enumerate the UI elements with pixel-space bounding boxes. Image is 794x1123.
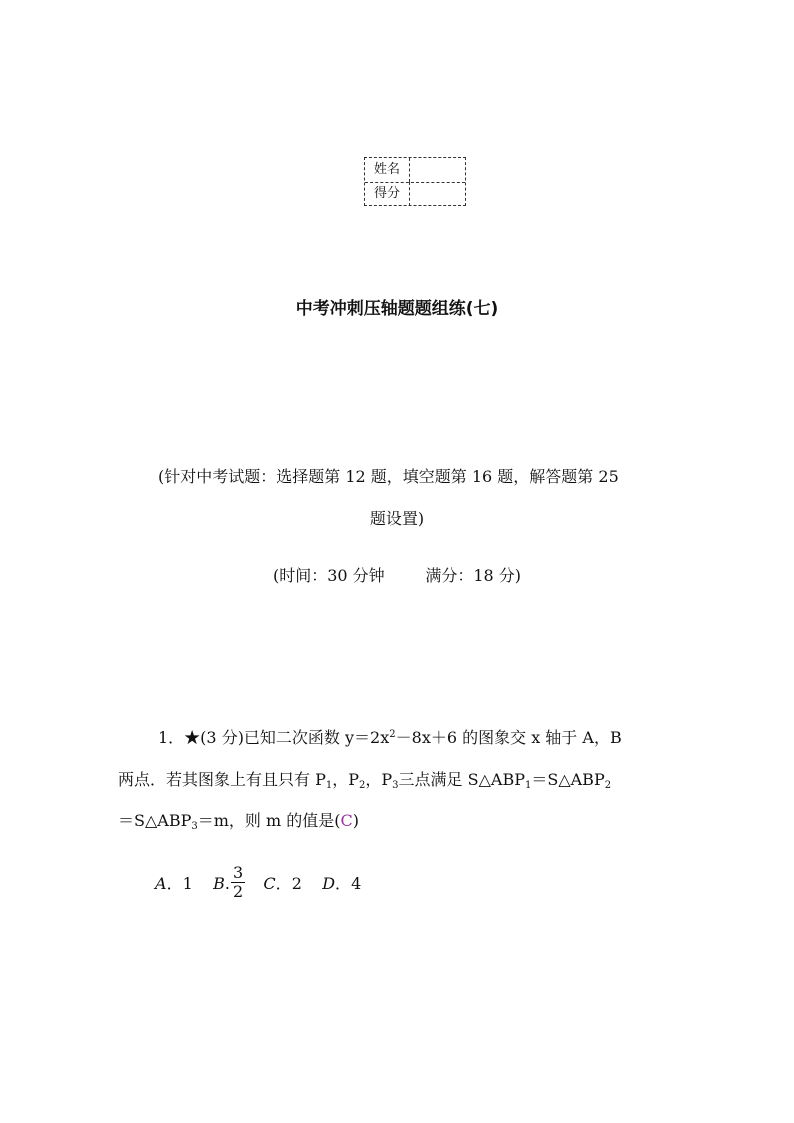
- answer-options: [155, 863, 362, 910]
- subscript: 2: [604, 780, 612, 791]
- page-title: 中考冲刺压轴题题组练(七): [295, 299, 499, 319]
- question-line-2: [118, 767, 611, 791]
- score-field[interactable]: [410, 182, 465, 206]
- question-text: ＝S△ABP: [118, 811, 192, 830]
- time-and-score: (时间：30 分钟 满分：18 分): [272, 566, 522, 585]
- question-line-3: [118, 808, 359, 832]
- question-text: ＝m，则 m 的值是(: [197, 811, 341, 830]
- option-b-letter: B: [213, 874, 225, 893]
- question-text: 两点．若其图象上有且只有 P: [118, 770, 326, 789]
- subscript: 1: [325, 780, 333, 791]
- subtitle-line-2: 题设置): [369, 509, 425, 528]
- question-text: ，P: [332, 770, 360, 789]
- subscript: 3: [392, 780, 399, 791]
- option-c-letter: C: [263, 874, 276, 893]
- exponent: 2: [389, 729, 396, 740]
- subscript: 1: [524, 780, 532, 791]
- score-row: [365, 182, 465, 206]
- subtitle-line-1: (针对中考试题：选择题第 12 题，填空题第 16 题，解答题第 25: [158, 467, 619, 486]
- name-label: 姓名: [365, 158, 410, 182]
- name-field[interactable]: [410, 158, 465, 182]
- question-text: ): [352, 811, 359, 830]
- option-d-letter: D: [322, 874, 336, 893]
- option-a-value: 1: [182, 874, 193, 893]
- question-text: －8x＋6 的图象交 x 轴于 A，B: [395, 728, 622, 747]
- option-d-value: 4: [351, 874, 362, 893]
- name-row: [365, 158, 465, 183]
- subscript: 2: [359, 780, 366, 791]
- answer-letter: C: [340, 811, 353, 830]
- option-c-value: 2: [291, 874, 302, 893]
- question-text: ＝S△ABP: [531, 770, 605, 789]
- name-score-box: [364, 157, 466, 206]
- question-text: 1．★(3 分)已知二次函数 y＝2x: [158, 728, 390, 747]
- option-d-separator: ．: [335, 874, 352, 893]
- question-text: 三点满足 S△ABP: [398, 770, 525, 789]
- fraction-numerator: 3: [232, 863, 244, 882]
- question-text: ，P: [365, 770, 393, 789]
- option-c-separator: ．: [275, 874, 292, 893]
- option-b-separator: .: [224, 874, 230, 893]
- option-a-letter: A: [155, 874, 167, 893]
- option-b-fraction: [231, 864, 245, 901]
- score-label: 得分: [365, 182, 410, 206]
- subscript: 3: [191, 821, 198, 832]
- question-line-1: [158, 725, 622, 748]
- option-a-separator: ．: [166, 874, 183, 893]
- fraction-denominator: 2: [232, 882, 244, 901]
